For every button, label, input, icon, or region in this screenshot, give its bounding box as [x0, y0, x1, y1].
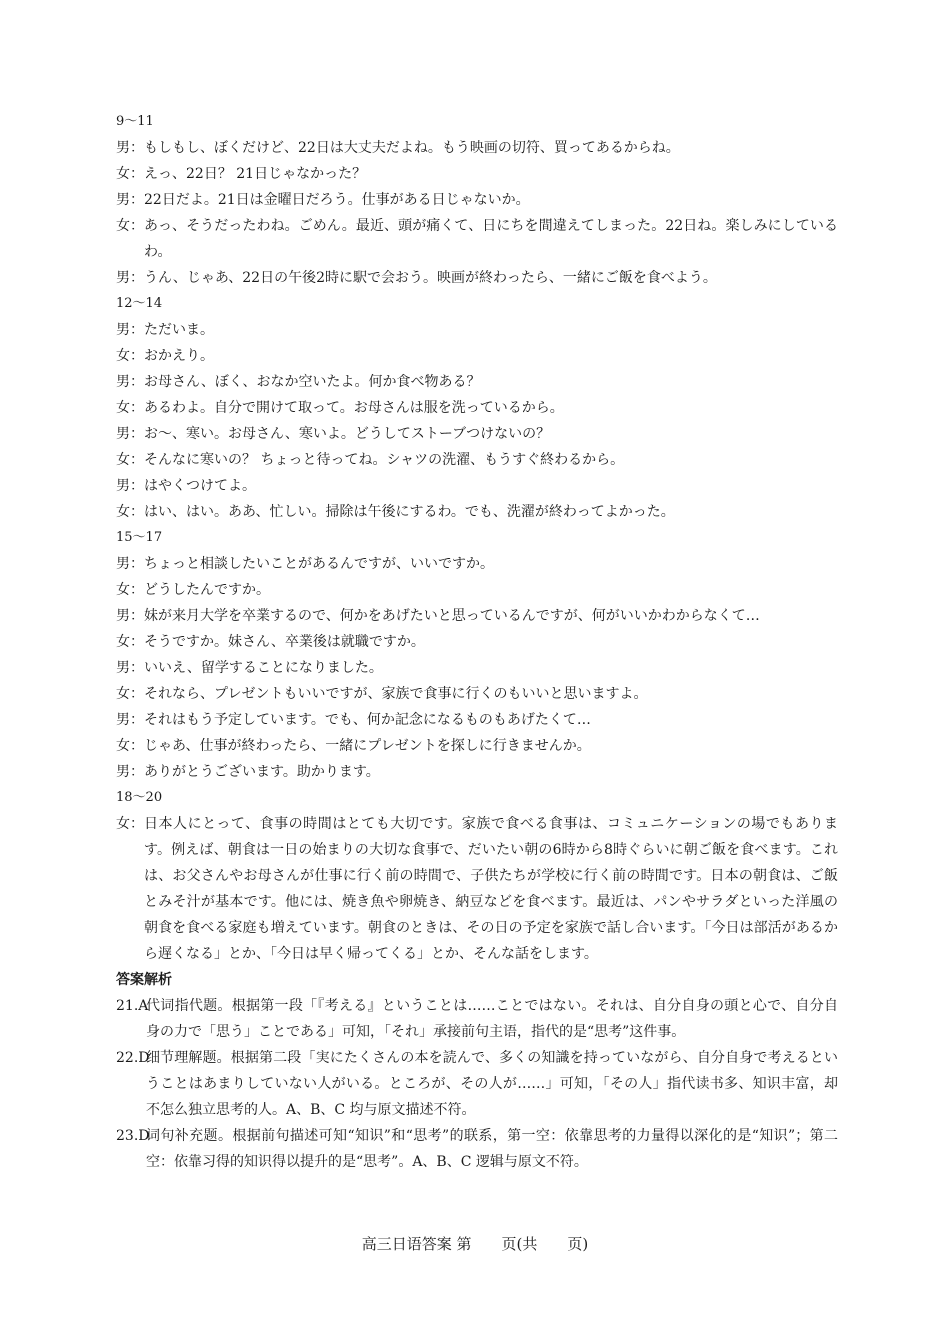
- dialogue-line: [116, 629, 838, 655]
- utterance-text: そうですか。妹さん、卒業後は就職ですか。: [144, 634, 425, 650]
- dialogue-line: [116, 317, 838, 343]
- dialogue-line: [116, 499, 838, 525]
- utterance-text: 妹が来月大学を卒業するので、何かをあげたいと思っているんですが、何がいいかわからなくて…: [144, 608, 760, 624]
- speaker-label: 男：: [116, 426, 144, 442]
- utterance-text: あっ、そうだったわね。ごめん。最近、頭が痛くて、日にちを間違えてしまった。22日ね。楽しみにしているわ。: [144, 218, 838, 260]
- speaker-label: 女：: [116, 634, 144, 650]
- dialogue-line: [116, 655, 838, 681]
- dialogue-line: [116, 343, 838, 369]
- speaker-label: 男：: [116, 270, 144, 286]
- page-footer: 高三日语答案 第 页(共 页): [361, 1235, 589, 1253]
- dialogue-line: [116, 395, 838, 421]
- utterance-text: 22日だよ。21日は金曜日だろう。仕事がある日じゃないか。: [144, 192, 530, 208]
- document-body: [116, 109, 838, 1175]
- speaker-label: 男：: [116, 556, 144, 572]
- utterance-text: それなら、プレゼントもいいですが、家族で食事に行くのもいいと思いますよ。: [144, 686, 648, 702]
- speaker-label: 女：: [116, 452, 144, 468]
- speaker-label: 女：: [116, 166, 144, 182]
- dialogue-line: [116, 759, 838, 785]
- answers-heading: 答案解析: [116, 972, 172, 988]
- utterance-text: えっ、22日？ 21日じゃなかった？: [144, 166, 367, 182]
- speaker-label: 女：: [116, 348, 144, 364]
- utterance-text: おかえり。: [144, 348, 214, 364]
- utterance-text: ありがとうございます。助かります。: [144, 764, 380, 780]
- answer-item: [116, 993, 838, 1045]
- answer-explanation: 代词指代题。根据第一段「『考える』ということは……ことではない。それは、自分自身の頭と心で、自分自身の力で「思う」ことである」可知，「それ」承接前句主语，指代的是“思考”这件事。: [146, 998, 838, 1040]
- answer-number: 22.D: [116, 1050, 150, 1066]
- utterance-text: いいえ、留学することになりました。: [144, 660, 383, 676]
- dialogue-line: [116, 551, 838, 577]
- utterance-text: それはもう予定しています。でも、何か記念になるものもあげたくて…: [144, 712, 591, 728]
- utterance-text: あるわよ。自分で開けて取って。お母さんは服を洗っているから。: [144, 400, 564, 416]
- dialogue-line: [116, 447, 838, 473]
- answer-explanation: 细节理解题。根据第二段「実にたくさんの本を読んで、多くの知識を持っていながら、自分自身で考えるということはあまりしていない人がいる。ところが、その人が……」可知，「その人」指代读书多、知识丰富，却不怎么独立思考的人。A、B、C 均与原文描述不符。: [146, 1050, 838, 1118]
- section-15-17: [116, 525, 838, 785]
- dialogue-line: [116, 811, 838, 967]
- dialogue-line: [116, 187, 838, 213]
- section-12-14: [116, 291, 838, 525]
- section-18-20: [116, 785, 838, 967]
- dialogue-line: [116, 213, 838, 265]
- section-label: 9～11: [116, 114, 154, 129]
- answer-item: [116, 1045, 838, 1123]
- speaker-label: 女：: [116, 400, 144, 416]
- speaker-label: 男：: [116, 660, 144, 676]
- answer-item: [116, 1123, 838, 1175]
- speaker-label: 女：: [116, 218, 144, 234]
- dialogue-line: [116, 473, 838, 499]
- section-label: 18～20: [116, 790, 163, 805]
- answer-number: 21.A: [116, 998, 149, 1014]
- utterance-text: もしもし、ぼくだけど、22日は大丈夫だよね。もう映画の切符、買ってあるからね。: [144, 140, 680, 156]
- dialogue-line: [116, 577, 838, 603]
- dialogue-line: [116, 603, 838, 629]
- speaker-label: 女：: [116, 738, 144, 754]
- speaker-label: 男：: [116, 764, 144, 780]
- dialogue-line: [116, 421, 838, 447]
- utterance-text: お母さん、ぼく、おなか空いたよ。何か食べ物ある？: [144, 374, 481, 390]
- utterance-text: はい、はい。ああ、忙しい。掃除は午後にするわ。でも、洗濯が終わってよかった。: [144, 504, 675, 520]
- dialogue-line: [116, 135, 838, 161]
- dialogue-line: [116, 265, 838, 291]
- dialogue-line: [116, 707, 838, 733]
- speaker-label: 男：: [116, 374, 144, 390]
- utterance-text: ただいま。: [144, 322, 214, 338]
- dialogue-line: [116, 681, 838, 707]
- speaker-label: 女：: [116, 816, 144, 832]
- section-label: 15～17: [116, 530, 163, 545]
- utterance-text: そんなに寒いの？ ちょっと待ってね。シャツの洗濯、もうすぐ終わるから。: [144, 452, 625, 468]
- speaker-label: 男：: [116, 712, 144, 728]
- speaker-label: 女：: [116, 686, 144, 702]
- speaker-label: 男：: [116, 322, 144, 338]
- utterance-text: 日本人にとって、食事の時間はとても大切です。家族で食べる食事は、コミュニケーションの場でもあります。例えば、朝食は一日の始まりの大切な食事で、だいたい朝の6時から8時ぐらいに朝ご飯を食べます。これは、お父さんやお母さんが仕事に行く前の時間で、子供たちが学校に行く前の時間です。日本の朝食は、ご飯とみそ汁が基本です。他には、焼き魚や卵焼き、納豆などを食べます。最近は、パンやサラダといった洋風の朝食を食べる家庭も増えています。朝食のときは、その日の予定を家族で話し合います。「今日は部活があるから遅くなる」とか、「今日は早く帰ってくる」とか、そんな話をします。: [144, 816, 838, 962]
- speaker-label: 女：: [116, 582, 144, 598]
- section-label: 12～14: [116, 296, 163, 311]
- utterance-text: お～、寒い。お母さん、寒いよ。どうしてストーブつけないの？: [144, 426, 551, 442]
- speaker-label: 女：: [116, 504, 144, 520]
- speaker-label: 男：: [116, 192, 144, 208]
- dialogue-line: [116, 369, 838, 395]
- utterance-text: うん、じゃあ、22日の午後2時に駅で会おう。映画が終わったら、一緒にご飯を食べよう。: [144, 270, 717, 286]
- answer-number: 23.D: [116, 1128, 150, 1144]
- answers-section: [116, 967, 838, 1175]
- utterance-text: どうしたんですか。: [144, 582, 270, 598]
- speaker-label: 男：: [116, 478, 144, 494]
- utterance-text: ちょっと相談したいことがあるんですが、いいですか。: [144, 556, 494, 572]
- utterance-text: じゃあ、仕事が終わったら、一緒にプレゼントを探しに行きませんか。: [144, 738, 591, 754]
- dialogue-line: [116, 161, 838, 187]
- dialogue-line: [116, 733, 838, 759]
- section-9-11: [116, 109, 838, 291]
- utterance-text: はやくつけてよ。: [144, 478, 256, 494]
- speaker-label: 男：: [116, 608, 144, 624]
- answer-explanation: 词句补充题。根据前句描述可知“知识”和“思考”的联系，第一空：依靠思考的力量得以深化的是“知识”；第二空：依靠习得的知识得以提升的是“思考”。A、B、C 逻辑与原文不符。: [146, 1128, 838, 1170]
- speaker-label: 男：: [116, 140, 144, 156]
